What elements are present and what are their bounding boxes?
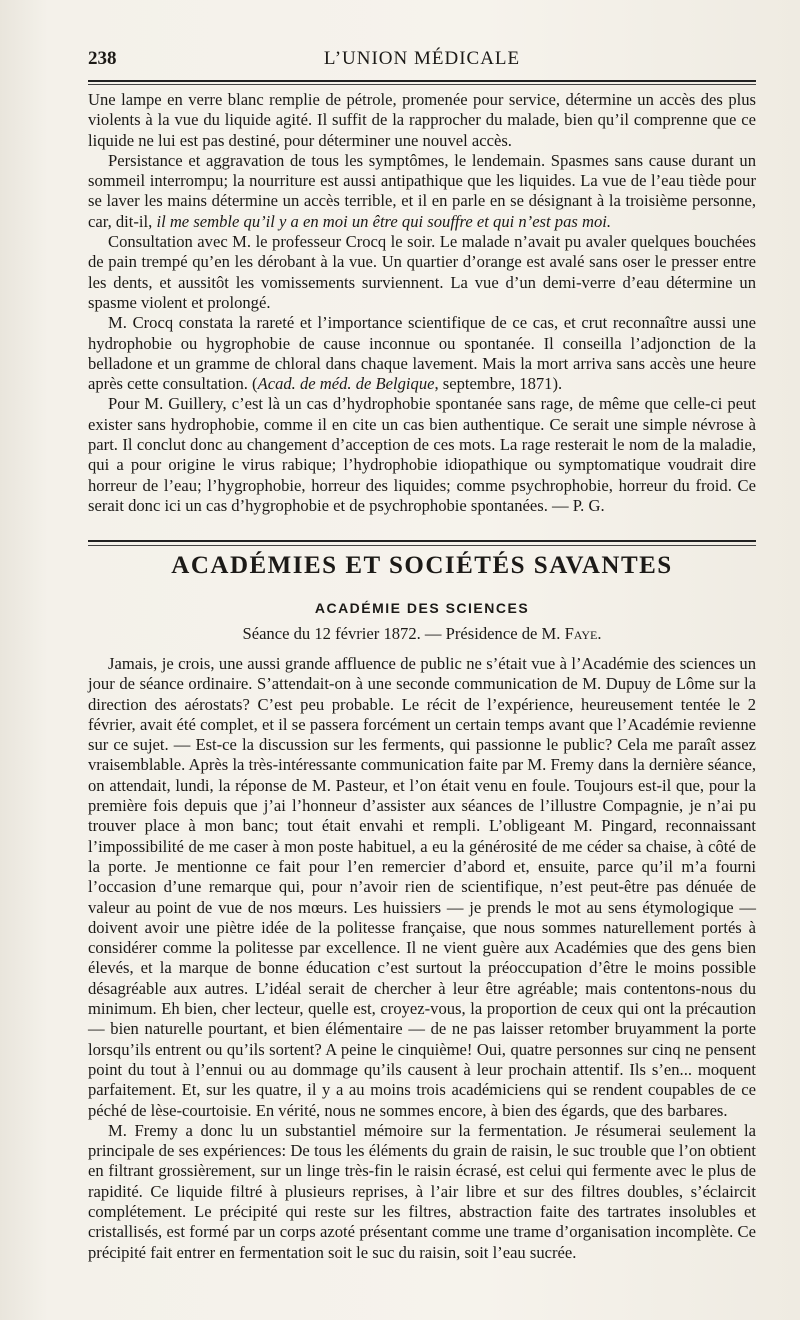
paragraph: Une lampe en verre blanc remplie de pétrole, promenée pour service, détermine un accès des plus violents à la vue du liquide agité. Il suffit de la rapprocher du malade, bien qu’il comprenne que ce liquide ne lui est pas destiné, pour déterminer une nouvel accès.	[88, 90, 756, 150]
paragraph: M. Fremy a donc lu un substantiel mémoire sur la fermentation. Je résumerai seulement la principale de ses expériences: De tous les éléments du grain de raisin, le suc trouble que l’on obtient en filtrant grossièrement, sur un linge très-fin le raisin écrasé, est celui qui fermente avec le plus de rapidité. Ce liquide filtré à plusieurs reprises, à l’air libre et sur des filtres doubles, s’éclaircit complétement. Le précipité qui reste sur les filtres, abstraction faite des tartrates insolubles et cristallisés, est formé par un corps azoté présentant comme une trame d’organisation incomplète. Ce précipité fait entrer en fermentation soit le suc du raisin, soit l’eau sucrée.	[88, 1120, 756, 1262]
paragraph: Consultation avec M. le professeur Crocq le soir. Le malade n’avait pu avaler quelques bouchées de pain trempé qu’en les dérobant à la vue. Un quartier d’orange est avalé sans oser le presser entre les dents, et aussitôt les vomissements surviennent. La vue d’un demi-verre d’eau détermine un spasme violent et prolongé.	[88, 232, 756, 312]
section-rule	[88, 540, 756, 542]
session-line: Séance du 12 février 1872. — Présidence de M. Faye.	[242, 624, 602, 643]
section-title: ACADÉMIES ET SOCIÉTÉS SAVANTES	[171, 552, 673, 579]
academy-report	[88, 654, 756, 1263]
paragraph: Jamais, je crois, une aussi grande affluence de public ne s’était vue à l’Académie des sciences un jour de séance ordinaire. S’attendait-on à une seconde communication de M. Dupuy de Lôme sur la direction des aérostats? C’est peu probable. Le récit de l’expérience, heureusement tentée le 2 février, avait été complet, et il se passera forcément un certain temps avant que l’Académie revienne sur ce sujet. — Est-ce la discussion sur les ferments, qui passionne le public? Cela me paraît assez vraisemblable. Après la très-intéressante communication faite par M. Fremy dans la dernière séance, on attendait, lundi, la réponse de M. Pasteur, et l’on était venu en foule. Toujours est-il que, pour la première fois depuis que j’ai l’honneur d’assister aux séances de l’illustre Compagnie, je n’ai pu trouver place à mon banc; tout était envahi et rempli. L’obligeant M. Pingard, reconnaissant l’impossibilité de me caser à mon poste habituel, a eu la générosité de me céder sa chaise, à côté de la porte. Je mentionne ce fait pour l’en remercier d’abord et, ensuite, parce qu’il m’a fourni l’occasion d’une remarque qui, pour n’avoir rien de scientifique, n’est peut-être pas dénuée de valeur au point de vue de nos mœurs. Les huissiers — je prends le mot au sens étymologique — doivent avoir une piètre idée de la politesse française, que nous sommes naturellement portés à considérer comme la politesse par excellence. Il ne vient guère aux Académies que des gens bien élevés, et la marque de bonne éducation c’est surtout la préoccupation d’être le moins possible désagréable aux autres. L’idéal serait de chercher à leur être agréable; mais contentons-nous du minimum. Eh bien, cher lecteur, quelle est, croyez-vous, la proportion de ceux qui ont la précaution — bien naturelle pourtant, et bien élémentaire — de ne pas laisser retomber bruyamment la porte lorsqu’ils entrent ou qu’ils sortent? A peine le cinquième! Oui, quatre personnes sur cinq ne pensent point du tout à l’ennui ou au dommage qu’ils causent à leur prochain attentif. Ils s’en... moquent parfaitement. Et, sur les quatre, il y a au moins trois académiciens qui se rendent coupables de ce péché de lèse-courtoisie. En vérité, nous ne sommes encore, à bien des égards, que des barbares.	[88, 654, 756, 1120]
page-header	[88, 44, 756, 78]
paragraph: Persistance et aggravation de tous les symptômes, le lendemain. Spasmes sans cause durant un sommeil interrompu; la nourriture est aussi antipathique que les liquides. La vue de l’eau tiède pour se laver les mains détermine un accès terrible, et il en parle en se désignant à la troisième personne, car, dit-il, il me semble qu’il y a en moi un être qui souffre et qui n’est pas moi.	[88, 150, 756, 231]
paragraph: Pour M. Guillery, c’est là un cas d’hydrophobie spontanée sans rage, de même que celle-ci peut exister sans hydrophobie, comme il en cite un cas bien authentique. Ce serait une simple névrose à part. Il conclut donc au changement d’acception de ces mots. La rage resterait le nom de la maladie, qui a pour origine le virus rabique; l’hydrophobie idiopathique ou symptomatique voudrait dire horreur de l’eau; l’hygrophobie, horreur des liquides; comme psychrophobie, horreur du froid. Ce serait donc ici un cas d’hygrophobie et de psychrophobie spontanées. — P. G.	[88, 394, 756, 515]
running-title: L’UNION MÉDICALE	[323, 48, 521, 69]
header-rule	[88, 80, 756, 82]
header-rule-thin	[88, 84, 756, 85]
continued-article	[88, 90, 756, 516]
paragraph: M. Crocq constata la rareté et l’importance scientifique de ce cas, et crut reconnaître aussi une hydrophobie ou hygrophobie de cause inconnue ou spontanée. Il conseilla l’adjonction de la belladone et un gramme de chloral dans chaque lavement. Mais la mort arriva sans accès une heure après cette consultation. (Acad. de méd. de Belgique, septembre, 1871).	[88, 313, 756, 394]
page-number: 238	[88, 48, 117, 69]
subsection-title: ACADÉMIE DES SCIENCES	[314, 600, 530, 616]
section-rule-thin	[88, 545, 756, 546]
